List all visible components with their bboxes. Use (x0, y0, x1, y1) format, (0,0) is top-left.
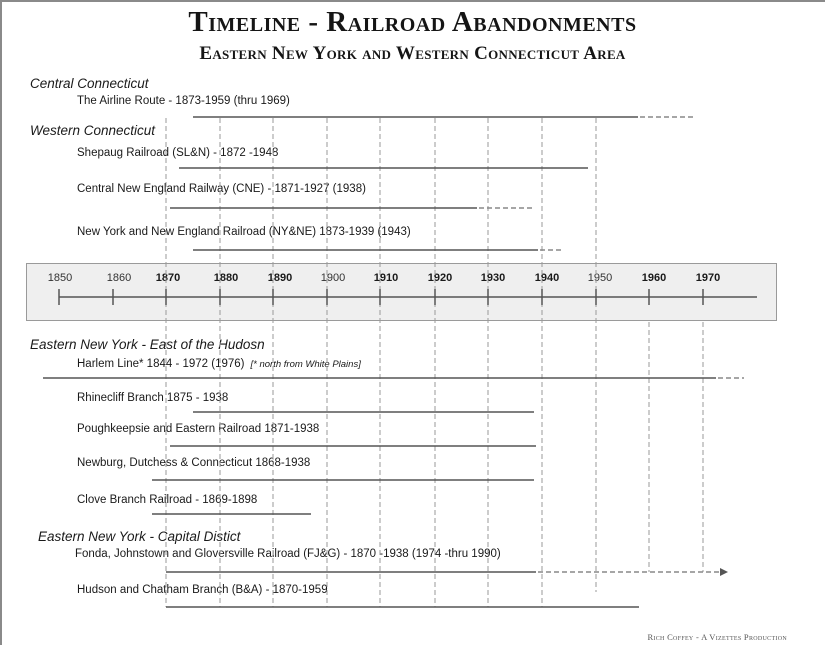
tick-label-1870: 1870 (155, 272, 181, 284)
tick-label-1850: 1850 (47, 272, 73, 284)
chart-title: Timeline - Railroad Abandonments (188, 6, 637, 38)
tick-label-1960: 1960 (641, 272, 667, 284)
line-label-cne: Central New England Railway (CNE) - 1871-1927 (1938) (77, 183, 366, 195)
tick-label-1880: 1880 (213, 272, 239, 284)
region-east-of-hudson: Eastern New York - East of the Hudosn (30, 337, 265, 352)
line-label-hudson-chatham: Hudson and Chatham Branch (B&A) - 1870-1959 (77, 584, 328, 596)
harlem-note: [* north from White Plains] (250, 359, 361, 370)
line-label-newburg: Newburg, Dutchess & Connecticut 1868-1938 (77, 457, 311, 469)
axis-line (59, 289, 757, 305)
chart-subtitle: Eastern New York and Western Connecticut Area (199, 43, 626, 64)
arrow-head-icon (720, 568, 728, 576)
harlem-label-text: Harlem Line* 1844 - 1972 (1976) (77, 358, 245, 370)
line-label-clove: Clove Branch Railroad - 1869-1898 (77, 494, 258, 506)
tick-label-1950: 1950 (587, 272, 613, 284)
tick-label-1910: 1910 (373, 272, 399, 284)
line-label-shepaug: Shepaug Railroad (SL&N) - 1872 -1948 (77, 147, 279, 159)
region-western-connecticut: Western Connecticut (30, 123, 156, 138)
line-label-rhinecliff: Rhinecliff Branch 1875 - 1938 (77, 392, 229, 404)
tick-label-1940: 1940 (534, 272, 560, 284)
extension-spans (479, 117, 744, 572)
tick-label-1970: 1970 (695, 272, 721, 284)
tick-label-1920: 1920 (427, 272, 453, 284)
region-central-connecticut: Central Connecticut (30, 76, 149, 91)
credit-text: Rich Coffey - A Vizettes Production (647, 632, 787, 642)
line-label-fjg: Fonda, Johnstown and Gloversville Railroad (FJ&G) - 1870 -1938 (1974 -thru 1990) (75, 548, 501, 560)
region-capital-district: Eastern New York - Capital Distict (38, 529, 241, 544)
tick-label-1860: 1860 (106, 272, 132, 284)
line-label-airline: The Airline Route - 1873-1959 (thru 1969) (77, 95, 290, 107)
line-label-poughkeepsie: Poughkeepsie and Eastern Railroad 1871-1938 (77, 423, 320, 435)
tick-label-1890: 1890 (267, 272, 293, 284)
line-label-nyne: New York and New England Railroad (NY&NE) 1873-1939 (1943) (77, 226, 411, 238)
tick-label-1930: 1930 (480, 272, 506, 284)
decade-gridlines (166, 118, 703, 607)
tick-label-1900: 1900 (320, 272, 346, 284)
